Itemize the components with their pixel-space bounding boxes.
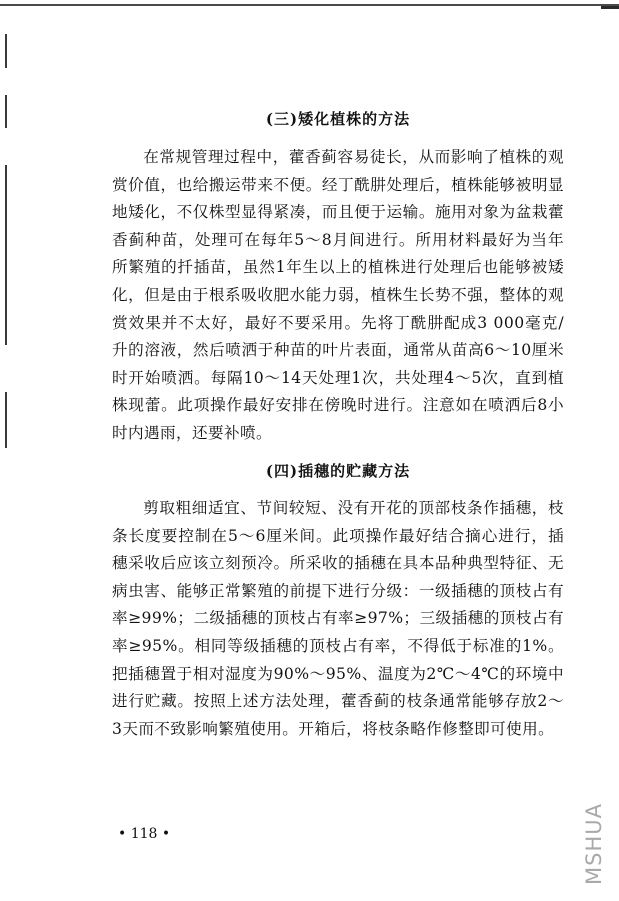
watermark: MSHUA [582,803,606,885]
section-paragraph: 在常规管理过程中，藿香蓟容易徒长，从而影响了植株的观赏价值，也给搬运带来不便。经丁酰肼处理后，植株能够被明显地矮化，不仅株型显得紧凑，而且便于运输。施用对象为盆栽藿香蓟种苗，处理可在每年5～8月间进行。所用材料最好为当年所繁殖的扦插苗，虽然1年生以上的植株进行处理后也能够被矮化，但是由于根系吸收肥水能力弱，植株生长势不强，整体的观赏效果并不太好，最好不要采用。先将丁酰肼配成3 000毫克/升的溶液，然后喷洒于种苗的叶片表面，通常从苗高6～10厘米时开始喷洒。每隔10～14天处理1次，共处理4～5次，直到植株现蕾。此项操作最好安排在傍晚时进行。注意如在喷洒后8小时内遇雨，还要补喷。 [112,148,564,442]
top-rule-tick [601,6,619,9]
section-paragraph: 剪取粗细适宜、节间较短、没有开花的顶部枝条作插穗，枝条长度要控制在5～6厘米间。此项操作最好结合摘心进行，插穗采收后应该立刻预冷。所采收的插穗在具本品种典型特征、无病虫害、能够正常繁殖的前提下进行分级：一级插穗的顶枝占有率≥99%；二级插穗的顶枝占有率≥97%；三级插穗的顶枝占有率≥95%。相同等级插穗的顶枝占有率，不得低于标准的1%。把插穗置于相对湿度为90%～95%、温度为2℃～4℃的环境中进行贮藏。按照上述方法处理，藿香蓟的枝条通常能够存放2～3天而不致影响繁殖使用。开箱后，将枝条略作修整即可使用。 [112,499,564,738]
margin-mark [5,165,7,345]
margin-mark [5,34,7,68]
margin-mark [5,392,7,448]
margin-mark [5,95,7,128]
section-heading: (四)插穗的贮藏方法 [265,462,411,480]
top-rule [0,4,619,6]
section-heading: (三)矮化植株的方法 [265,110,411,128]
page-number: • 118 • [118,826,171,842]
